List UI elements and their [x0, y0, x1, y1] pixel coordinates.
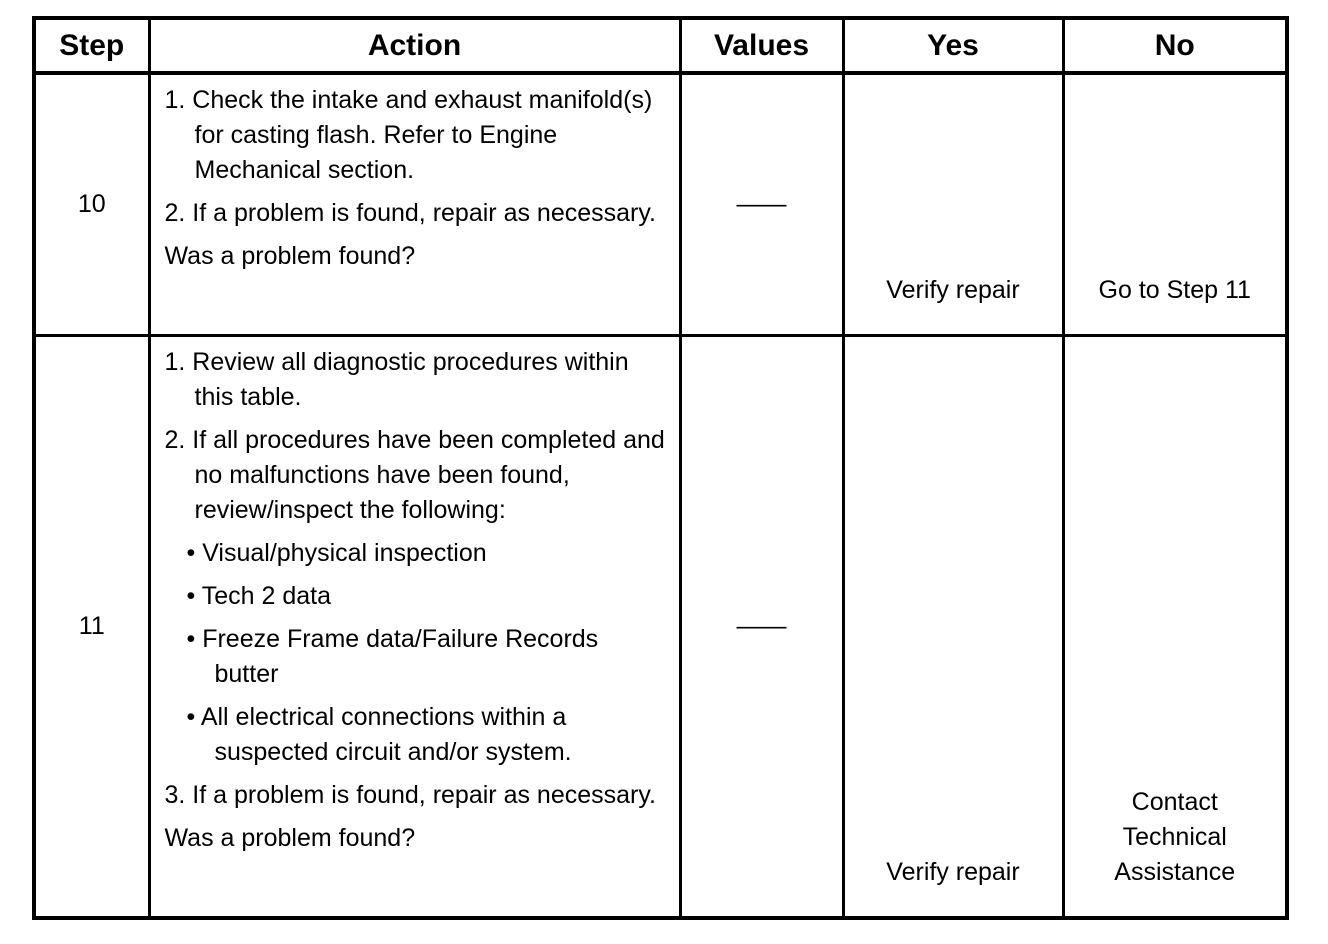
- header-action: Action: [149, 18, 680, 73]
- action-item: 1. Check the intake and exhaust manifold(s) for casting flash. Refer to Engine Mechanical section.: [164, 86, 653, 184]
- action-cell: [149, 73, 680, 335]
- action-item: 3. If a problem is found, repair as necessary.: [164, 780, 656, 809]
- bullet-item: • Tech 2 data: [186, 581, 332, 610]
- table-row: [34, 73, 1287, 335]
- action-question: Was a problem found?: [164, 823, 416, 852]
- action-item: 2. If all procedures have been completed and no malfunctions have been found, review/inspect the following:: [164, 425, 665, 524]
- bullet-item: • Freeze Frame data/Failure Records butter: [186, 624, 599, 688]
- header-step: Step: [34, 18, 149, 73]
- header-row: [34, 18, 1287, 73]
- step-number: 10: [34, 73, 149, 335]
- diagnostic-table: [32, 16, 1289, 920]
- action-item: 1. Review all diagnostic procedures within this table.: [164, 347, 629, 411]
- table-row: [34, 335, 1287, 918]
- header-no: No: [1063, 18, 1287, 73]
- step-number: 11: [34, 335, 149, 918]
- header-values: Values: [680, 18, 843, 73]
- no-result: Contact Technical Assistance: [1063, 335, 1287, 918]
- bullet-item: • All electrical connections within a suspected circuit and/or system.: [186, 702, 572, 766]
- action-question: Was a problem found?: [164, 242, 416, 270]
- values-cell: ——: [680, 335, 843, 918]
- yes-result: Verify repair: [843, 335, 1063, 918]
- bullet-item: • Visual/physical inspection: [186, 538, 487, 567]
- yes-result: Verify repair: [843, 73, 1063, 335]
- action-item: 2. If a problem is found, repair as necessary.: [164, 199, 656, 227]
- values-cell: ——: [680, 73, 843, 335]
- action-cell: [149, 335, 680, 918]
- header-yes: Yes: [843, 18, 1063, 73]
- no-result: Go to Step 11: [1063, 73, 1287, 335]
